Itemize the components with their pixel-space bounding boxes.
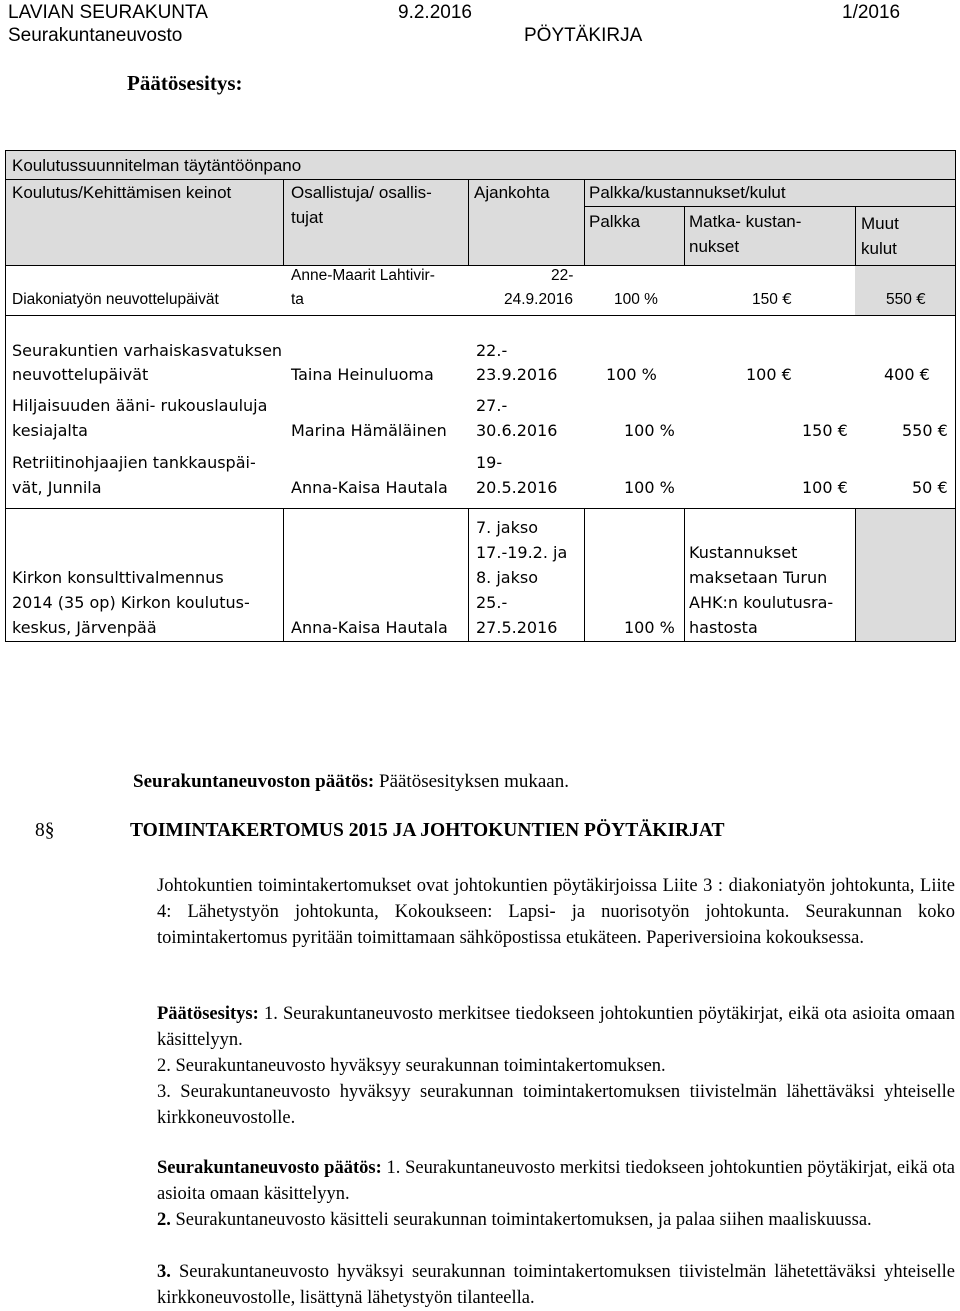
decision-2-text-3: Seurakuntaneuvosto hyväksyi seurakunnan toimintakertomuksen tiivistelmän lähetettäväksi yhteiselle kirkkoneuvostolle, lisättynä lähetystyön tilanteella.: [157, 1262, 955, 1308]
grid-line: [684, 508, 685, 641]
table-row-4-salary: 100 %: [624, 478, 675, 497]
table-row-5-training-3: keskus, Järvenpää: [12, 618, 157, 637]
table-row-1-participant: Anne-Maarit Lahtivir-: [291, 267, 435, 284]
decision-2-num-2: 2.: [157, 1210, 171, 1230]
table-row-4-participant: Anna-Kaisa Hautala: [291, 478, 448, 497]
grid-line: [468, 179, 469, 265]
decision-2-item-1: [157, 1155, 955, 1207]
proposal-heading: Päätösesitys:: [127, 71, 243, 95]
table-row-1-training: Diakoniatyön neuvottelupäivät: [12, 291, 219, 308]
table-row-2-time-2: 23.9.2016: [476, 365, 558, 384]
table-row-3-other: [902, 418, 948, 443]
decision-2-num-3: 3.: [157, 1262, 171, 1282]
grid-line: [6, 508, 955, 509]
col-other-header-2: kulut: [861, 239, 897, 258]
value: 100: [802, 478, 833, 497]
table-row-2-salary: 100 %: [606, 365, 657, 384]
table-row-3-travel: [802, 418, 848, 443]
section-title: TOIMINTAKERTOMUS 2015 JA JOHTOKUNTIEN PÖYTÄKIRJAT: [130, 820, 725, 841]
decision-2-label: Seurakuntaneuvosto päätös:: [157, 1158, 382, 1178]
table-row-1-salary: 100 %: [614, 291, 658, 308]
table-row-5-time: 7. jakso: [476, 518, 538, 537]
euro-sign: €: [937, 421, 948, 440]
decision-2-text-1: 1. Seurakuntaneuvosto merkitsi tiedokseen johtokuntien pöytäkirjat, eikä ota asioita omaan käsittelyyn.: [157, 1158, 955, 1204]
table-row-3-training-2: kesiajalta: [12, 421, 88, 440]
grid-line: [584, 179, 585, 265]
value: 150: [752, 291, 778, 308]
decision-1-label: Seurakuntaneuvoston päätös:: [133, 771, 375, 792]
proposal-2-item-1: [157, 1001, 955, 1053]
other-col-shade-last: [855, 508, 955, 641]
decision-2-item-3: [157, 1259, 955, 1311]
table-row-4-training-2: vät, Junnila: [12, 478, 102, 497]
proposal-2-text-1: 1. Seurakuntaneuvosto merkitsee tiedokseen johtokuntien pöytäkirjat, eikä ota asioita omaan käsittelyyn.: [157, 1004, 955, 1050]
euro-sign: €: [782, 290, 793, 308]
grid-line: [6, 265, 955, 266]
value: 550: [902, 421, 933, 440]
decision-1-text: Päätösesityksen mukaan.: [374, 771, 569, 792]
table-row-5-participant: Anna-Kaisa Hautala: [291, 618, 448, 637]
table-row-5-time-4: 25.-: [476, 593, 508, 612]
table-row-3-time-2: 30.6.2016: [476, 421, 558, 440]
euro-sign: €: [919, 365, 930, 384]
grid-line: [283, 508, 284, 641]
grid-line: [855, 206, 856, 265]
col-costs-header: Palkka/kustannukset/kulut: [589, 183, 786, 202]
table-row-3-training: Hiljaisuuden ääni- rukouslauluja: [12, 396, 268, 415]
col-time-header: Ajankohta: [474, 183, 550, 202]
table-row-2-training-2: neuvottelupäivät: [12, 365, 149, 384]
col-travel-header-2: nukset: [689, 237, 740, 256]
training-plan-table: [5, 150, 956, 642]
table-row-2-time: 22.-: [476, 341, 508, 360]
table-row-1-other: [886, 287, 926, 312]
table-row-2-travel: [746, 362, 792, 387]
grid-line: [584, 206, 955, 207]
page-number: 1/2016: [842, 2, 901, 23]
table-row-1-participant-2: ta: [291, 291, 304, 308]
decision-2-text-2: Seurakuntaneuvosto käsitteli seurakunnan toimintakertomuksen, ja palaa siihen maaliskuussa.: [170, 1210, 872, 1230]
grid-line: [6, 315, 955, 316]
table-row-5-cost-note-2: maksetaan Turun: [689, 568, 828, 587]
proposal-2-item-2: 2. Seurakuntaneuvosto hyväksyy seurakunnan toimintakertomuksen.: [157, 1056, 666, 1076]
col-participants-header-2: tujat: [291, 208, 324, 227]
doc-type: PÖYTÄKIRJA: [524, 25, 643, 46]
table-row-2-other: [884, 362, 930, 387]
org-name: LAVIAN SEURAKUNTA: [8, 2, 208, 23]
col-training-header: Koulutus/Kehittämisen keinot: [12, 183, 232, 202]
table-row-5-time-5: 27.5.2016: [476, 618, 558, 637]
value: 150: [802, 421, 833, 440]
body-paragraph: Johtokuntien toimintakertomukset ovat johtokuntien pöytäkirjoissa Liite 3 : diakoniatyön johtokunta, Liite 4: Lähetystyön johtokunta, Kokoukseen: Lapsi- ja nuorisotyön johtokunta. Seurakunnan koko toimintakertomus pyritään toimittamaan sähköpostissa etukäteen. Paperiversioina kokouksessa.: [157, 876, 955, 948]
meeting-date: 9.2.2016: [398, 2, 472, 23]
grid-line: [283, 179, 284, 265]
proposal-2-label: Päätösesitys:: [157, 1004, 259, 1024]
body-name: Seurakuntaneuvosto: [8, 25, 183, 46]
table-title: Koulutussuunnitelman täytäntöönpano: [12, 156, 302, 175]
table-row-3-participant: Marina Hämäläinen: [291, 421, 447, 440]
table-row-5-cost-note-4: hastosta: [689, 618, 758, 637]
table-row-5-cost-note: Kustannukset: [689, 543, 798, 562]
value: 100: [746, 365, 777, 384]
table-row-4-time-2: 20.5.2016: [476, 478, 558, 497]
table-row-1-time: 22-: [551, 267, 574, 284]
col-salary-header: Palkka: [589, 212, 641, 231]
grid-line: [468, 508, 469, 641]
table-row-1-time-2: 24.9.2016: [504, 291, 573, 308]
euro-sign: €: [937, 478, 948, 497]
table-row-4-other: [912, 475, 948, 500]
grid-line: [684, 206, 685, 265]
table-row-2-training: Seurakuntien varhaiskasvatuksen: [12, 341, 283, 360]
euro-sign: €: [837, 478, 848, 497]
section-number: 8§: [35, 820, 55, 841]
euro-sign: €: [916, 290, 927, 308]
table-row-4-travel: [802, 475, 848, 500]
grid-line: [855, 508, 856, 641]
col-other-header: Muut: [861, 214, 899, 233]
table-row-5-salary: 100 %: [624, 618, 675, 637]
table-row-4-training: Retriitinohjaajien tankkauspäi-: [12, 453, 256, 472]
table-row-3-salary: 100 %: [624, 421, 675, 440]
table-row-1-travel: [752, 287, 792, 312]
table-row-3-time: 27.-: [476, 396, 508, 415]
euro-sign: €: [837, 421, 848, 440]
col-participants-header: Osallistuja/ osallis-: [291, 183, 432, 202]
table-row-5-training-2: 2014 (35 op) Kirkon koulutus-: [12, 593, 250, 612]
table-row-5-time-3: 8. jakso: [476, 568, 538, 587]
table-row-2-participant: Taina Heinuluoma: [291, 365, 434, 384]
table-row-5-time-2: 17.-19.2. ja: [476, 543, 568, 562]
value: 550: [886, 291, 912, 308]
value: 50: [912, 478, 933, 497]
col-travel-header: Matka- kustan-: [689, 212, 802, 231]
decision-2-item-2: [157, 1207, 955, 1233]
value: 400: [884, 365, 915, 384]
table-row-4-time: 19-: [476, 453, 503, 472]
proposal-2-item-3: 3. Seurakuntaneuvosto hyväksyy seurakunnan toimintakertomuksen tiivistelmän lähettäväksi yhteiselle kirkkoneuvostolle.: [157, 1082, 955, 1128]
euro-sign: €: [781, 365, 792, 384]
decision-1: [133, 771, 569, 793]
table-row-5-cost-note-3: AHK:n koulutusra-: [689, 593, 834, 612]
grid-line: [584, 508, 585, 641]
table-row-5-training: Kirkon konsulttivalmennus: [12, 568, 224, 587]
